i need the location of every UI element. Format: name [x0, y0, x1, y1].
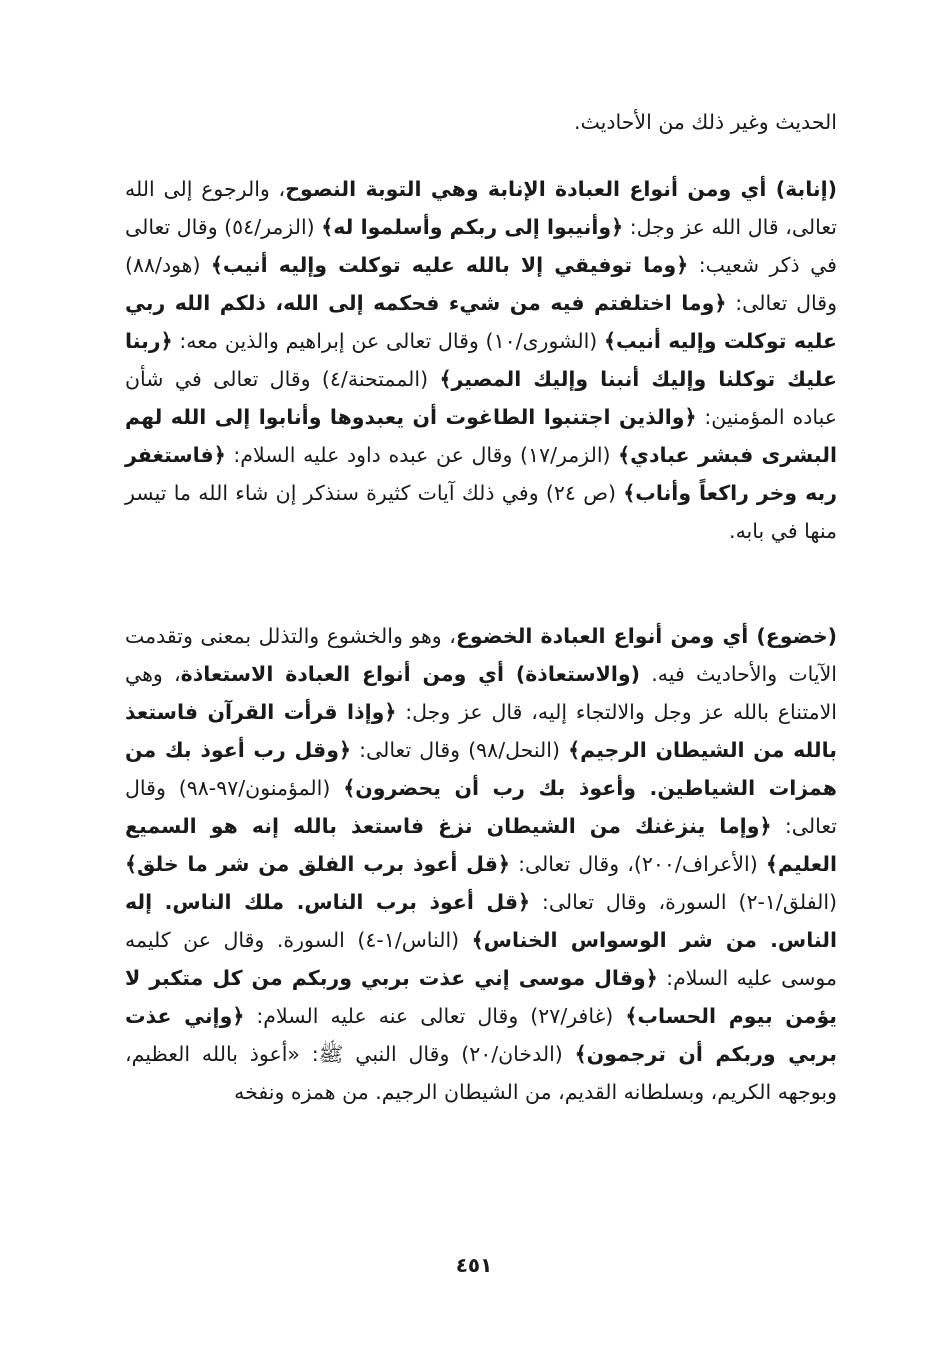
- body-text: الحديث وغير ذلك من الأحاديث.: [574, 110, 837, 134]
- body-text: (الزمر/٥٤) وقال تعالى في ذكر شعيب:: [125, 215, 837, 277]
- emphasis-text: ﴿قل أعوذ برب الناس. ملك الناس. إله الناس. من شر الوسواس الخناس﴾: [125, 890, 837, 952]
- emphasis-text: ﴿قل أعوذ برب الفلق من شر ما خلق﴾: [125, 852, 510, 876]
- emphasis-text: (خضوع) أي ومن أنواع العبادة الخضوع: [455, 624, 837, 648]
- emphasis-text: ﴿وما اختلفتم فيه من شيء فحكمه إلى الله، ذلكم الله ربي عليه توكلت وإليه أنيب﴾: [125, 291, 838, 353]
- emphasis-text: ﴿ربنا عليك توكلنا وإليك أنبنا وإليك المصير﴾: [125, 329, 837, 391]
- emphasis-text: ﴿وما توفيقي إلا بالله عليه توكلت وإليه أنيب﴾: [210, 253, 689, 277]
- body-text: (الدخان/٢٠) وقال النبي ﷺ: «أعوذ بالله العظيم، وبوجهه الكريم، وبسلطانه القديم، من الشيطان الرجيم. من همزه ونفخه: [125, 1042, 837, 1104]
- body-text: (الزمر/١٧) وقال عن عبده داود عليه السلام:: [225, 443, 619, 467]
- emphasis-text: ﴿وأنيبوا إلى ربكم وأسلموا له﴾: [321, 215, 624, 239]
- body-text: ، وهو والخشوع والتذلل بمعنى وتقدمت الآيات والأحاديث فيه.: [125, 624, 837, 686]
- body-text: (الفلق/١-٢) السورة، وقال تعالى:: [530, 890, 838, 914]
- body-text: (المؤمنون/٩٧-٩٨) وقال تعالى:: [125, 776, 837, 838]
- emphasis-text: ﴿وقل رب أعوذ بك من همزات الشياطين. وأعوذ بك رب أن يحضرون﴾: [125, 738, 837, 800]
- body-text: (غافر/٢٧) وقال تعالى عنه عليه السلام:: [244, 1004, 626, 1028]
- body-text: ، وهي الامتناع بالله عز وجل والالتجاء إليه، قال عز وجل:: [125, 662, 838, 724]
- paragraph-khudu-istiadhah: [125, 617, 837, 1111]
- paragraph-inabah: [125, 170, 837, 550]
- body-text: (الممتحنة/٤) وقال تعالى في شأن عباده المؤمنين:: [125, 367, 837, 429]
- body-text: ، والرجوع إلى الله تعالى، قال الله عز وجل:: [125, 177, 838, 239]
- body-text: (الشورى/١٠) وقال تعالى عن إبراهيم والذين معه:: [172, 329, 605, 353]
- body-text: (الأعراف/٢٠٠)، وقال تعالى:: [509, 852, 766, 876]
- emphasis-text: ﴿والذين اجتنبوا الطاغوت أن يعبدوها وأنابوا إلى الله لهم البشرى فبشر عبادي﴾: [125, 405, 838, 467]
- emphasis-text: ﴿وإما ينزغنك من الشيطان نزغ فاستعذ بالله إنه هو السميع العليم﴾: [125, 814, 837, 876]
- page-number: ٤٥١: [455, 1253, 493, 1277]
- paragraph-intro-end: [125, 103, 837, 141]
- body-text: (ص ٢٤) وفي ذلك آيات كثيرة سنذكر إن شاء الله ما تيسر منها في بابه.: [125, 481, 837, 543]
- emphasis-text: ﴿وإذا قرأت القرآن فاستعذ بالله من الشيطان الرجيم﴾: [125, 700, 838, 762]
- emphasis-text: (إنابة) أي ومن أنواع العبادة الإنابة وهي التوبة النصوح: [285, 177, 838, 201]
- emphasis-text: (والاستعاذة) أي ومن أنواع العبادة الاستعاذة: [180, 662, 641, 686]
- emphasis-text: ﴿فاستغفر ربه وخر راكعاً وأناب﴾: [125, 443, 837, 505]
- emphasis-text: ﴿وإني عذت بربي وربكم أن ترجمون﴾: [125, 1004, 837, 1066]
- emphasis-text: ﴿وقال موسى إني عذت بربي وربكم من كل متكبر لا يؤمن بيوم الحساب﴾: [125, 966, 837, 1028]
- body-text: (النحل/٩٨) وقال تعالى:: [351, 738, 569, 762]
- body-text: (الناس/١-٤) السورة. وقال عن كليمه موسى عليه السلام:: [125, 928, 837, 990]
- body-text: (هود/٨٨) وقال تعالى:: [125, 253, 837, 315]
